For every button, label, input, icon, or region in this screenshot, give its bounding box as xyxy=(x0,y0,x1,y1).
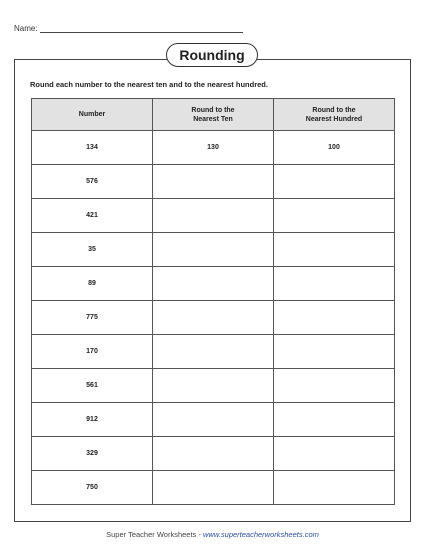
footer-separator: - xyxy=(196,530,203,539)
nearest-ten-cell[interactable] xyxy=(153,301,274,335)
number-cell: 775 xyxy=(32,301,153,335)
nearest-hundred-cell[interactable] xyxy=(274,165,395,199)
name-row xyxy=(14,23,243,33)
number-cell: 576 xyxy=(32,165,153,199)
worksheet-title-text: Rounding xyxy=(179,47,245,63)
nearest-ten-cell[interactable] xyxy=(153,267,274,301)
number-cell: 170 xyxy=(32,335,153,369)
nearest-ten-cell[interactable] xyxy=(153,471,274,505)
nearest-hundred-cell[interactable] xyxy=(274,199,395,233)
nearest-hundred-cell[interactable] xyxy=(274,403,395,437)
nearest-hundred-cell[interactable] xyxy=(274,301,395,335)
table-row xyxy=(32,369,395,403)
number-cell: 35 xyxy=(32,233,153,267)
table-header-row xyxy=(32,99,395,131)
nearest-ten-cell[interactable] xyxy=(153,335,274,369)
nearest-ten-cell[interactable]: 130 xyxy=(153,131,274,165)
nearest-ten-cell[interactable] xyxy=(153,403,274,437)
number-cell: 750 xyxy=(32,471,153,505)
number-cell: 561 xyxy=(32,369,153,403)
table-row xyxy=(32,471,395,505)
table-row xyxy=(32,131,395,165)
column-header-number: Number xyxy=(32,99,153,131)
nearest-hundred-cell[interactable] xyxy=(274,267,395,301)
table-row xyxy=(32,233,395,267)
number-cell: 89 xyxy=(32,267,153,301)
table-row xyxy=(32,267,395,301)
nearest-hundred-cell[interactable] xyxy=(274,437,395,471)
number-cell: 421 xyxy=(32,199,153,233)
nearest-ten-cell[interactable] xyxy=(153,437,274,471)
nearest-hundred-cell[interactable] xyxy=(274,335,395,369)
rounding-table xyxy=(31,98,395,505)
table-body xyxy=(32,131,395,505)
number-cell: 912 xyxy=(32,403,153,437)
number-cell: 329 xyxy=(32,437,153,471)
footer xyxy=(0,530,425,539)
footer-url[interactable]: www.superteacherworksheets.com xyxy=(202,530,319,539)
footer-brand: Super Teacher Worksheets xyxy=(106,530,197,539)
number-cell: 134 xyxy=(32,131,153,165)
worksheet-title xyxy=(166,43,258,67)
table-row xyxy=(32,301,395,335)
table-row xyxy=(32,437,395,471)
nearest-hundred-cell[interactable] xyxy=(274,369,395,403)
nearest-ten-cell[interactable] xyxy=(153,233,274,267)
column-header-nearest-ten: Round to the Nearest Ten xyxy=(153,99,274,131)
name-label: Name: xyxy=(14,24,38,33)
nearest-hundred-cell[interactable] xyxy=(274,471,395,505)
nearest-ten-cell[interactable] xyxy=(153,199,274,233)
name-blank-line[interactable] xyxy=(40,23,243,33)
nearest-ten-cell[interactable] xyxy=(153,369,274,403)
nearest-ten-cell[interactable] xyxy=(153,165,274,199)
nearest-hundred-cell[interactable] xyxy=(274,233,395,267)
nearest-hundred-cell[interactable]: 100 xyxy=(274,131,395,165)
table-row xyxy=(32,199,395,233)
table-row xyxy=(32,403,395,437)
table-row xyxy=(32,165,395,199)
column-header-nearest-hundred: Round to the Nearest Hundred xyxy=(274,99,395,131)
table-row xyxy=(32,335,395,369)
instructions: Round each number to the nearest ten and to the nearest hundred. xyxy=(30,80,268,89)
